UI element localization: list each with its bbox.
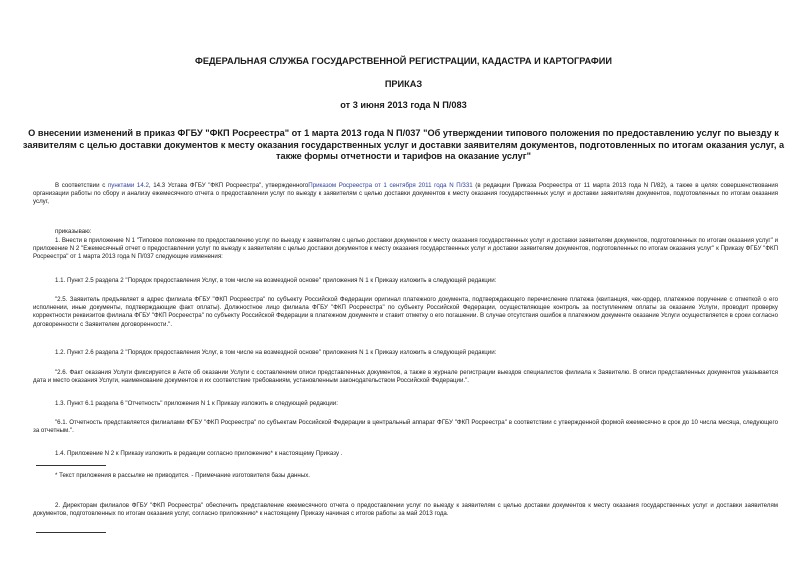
organization-name: ФЕДЕРАЛЬНАЯ СЛУЖБА ГОСУДАРСТВЕННОЙ РЕГИСТРАЦИИ, КАДАСТРА И КАРТОГРАФИИ xyxy=(195,56,612,66)
quote-6-1: "6.1. Отчетность представляется филиалами ФГБУ "ФКП Росреестра" по субъектам Российской Федерации в центральный аппарат ФГБУ "ФКП Росреестра" в соответствии с утвержденной формой ежемесячно в срок до 10 числа месяца, следующего за отчетным.". xyxy=(33,419,778,435)
item-1-3: 1.3. Пункт 6.1 раздела 6 "Отчетность" приложения N 1 к Приказу изложить в следующей редакции: xyxy=(55,400,338,407)
item-1-2: 1.2. Пункт 2.6 раздела 2 "Порядок предоставления Услуг, в том числе на возмездной основе" приложения N 1 к Приказу изложить в следующей редакции: xyxy=(55,349,497,356)
document-type: ПРИКАЗ xyxy=(384,79,423,89)
order-word: приказываю: xyxy=(55,228,92,235)
document-title: О внесении изменений в приказ ФГБУ "ФКП Росреестра" от 1 марта 2013 года N П/037 "Об утверждении типового положения по предоставлению услуг по выезду к заявителям с целью доставки документов к месту оказания государственных услуг и доставки заявителям документов, подготовленных по итогам оказания услуг, а также формы отчетности и тарифов на оказание услуг" xyxy=(22,128,785,161)
intro-text-1: В соответствии с xyxy=(55,182,108,189)
item-2: 2. Директорам филиалов ФГБУ "ФКП Росреестра" обеспечить представление ежемесячного отчета о предоставлении услуг по выезду к заявителям с целью доставки документов к месту оказания государственных услуг и доставки заявителям документов, подготовленных по итогам оказания услуг, согласно приложению* к настоящему Приказу начиная с итогов работы за май 2013 года. xyxy=(33,502,778,518)
link-charter-clauses[interactable]: пунктами 14.2 xyxy=(107,182,149,189)
quote-2-6: "2.6. Факт оказания Услуги фиксируется в Акте об оказании Услуги с составлением описи представленных документов, а также в журнале регистрации выездов специалистов филиала к Заявителю. В описи представленных документов указывается дата и место оказания Услуги, наименование документов и их соответствие требованиям, установленным законодательством Российской Федерации.". xyxy=(33,369,778,385)
item-1-4: 1.4. Приложение N 2 к Приказу изложить в редакции согласно приложению* к настоящему Приказу . xyxy=(55,450,343,457)
quote-2-5: "2.5. Заявитель предъявляет в адрес филиала ФГБУ "ФКП Росреестра" по субъекту Российской Федерации оригинал платежного документа, подтверждающего перечисление платежа (квитанция, чек-ордер, платежное поручение с отметкой о его исполнении, иные документы, подтверждающие факт оплаты). Должностное лицо филиала ФГБУ "ФКП Росреестра" по субъекту Российской Федерации, осуществляющее контроль за поступлением оплаты за оказание Услуги, проводит проверку корректности реквизитов филиала ФГБУ "ФКП Росреестра" по субъекту Российской Федерации в платежном документе и ставит отметку о его погашении. В случае отсутствия ошибок в платежном документе оказание Услуги осуществляется в сроки согласно договоренности с Заявителем договоренности.". xyxy=(33,296,778,328)
footnote-divider xyxy=(36,465,106,466)
document-date-number: от 3 июня 2013 года N П/083 xyxy=(340,100,467,110)
intro-paragraph xyxy=(33,182,778,207)
intro-text-2: , 14.3 Устава ФГБУ "ФКП Росреестра", утвержденного xyxy=(148,182,309,189)
link-rosreestr-order[interactable]: Приказом Росреестра от 1 сентября 2011 года N П/331 xyxy=(308,182,473,189)
item-1: 1. Внести в приложение N 1 "Типовое положение по предоставлению услуг по выезду к заявителям с целью доставки документов к месту оказания государственных услуг и доставки заявителям документов, подготовленных по итогам оказания услуг" и приложение N 2 "Ежемесячный отчет о предоставлении услуг по выезду к заявителям с целью доставки документов к месту оказания государственных услуг и доставки заявителям документов, подготовленных по итогам оказания услуг" к Приказу ФГБУ "ФКП Росреестра" от 1 марта 2013 года N П/037 следующие изменения: xyxy=(33,237,778,261)
item-1-1: 1.1. Пункт 2.5 раздела 2 "Порядок предоставления Услуг, в том числе на возмездной основе" приложения N 1 к Приказу изложить в следующей редакции: xyxy=(55,277,497,284)
footnote: * Текст приложения в рассылке не приводится. - Примечание изготовителя базы данных. xyxy=(55,472,311,479)
intro-text-3: (в редакции Приказа Росреестра от 11 марта 2013 года N П/82), а также в целях совершенствования организации работы по сбору и анализу ежемесячного отчета о предоставлении услуг по выезду к заявителям с целью доставки документов к месту оказания государственных услуг и доставки заявителям документов, подготовленных по итогам оказания услуг, xyxy=(33,182,778,206)
footnote-divider-2 xyxy=(36,532,106,533)
